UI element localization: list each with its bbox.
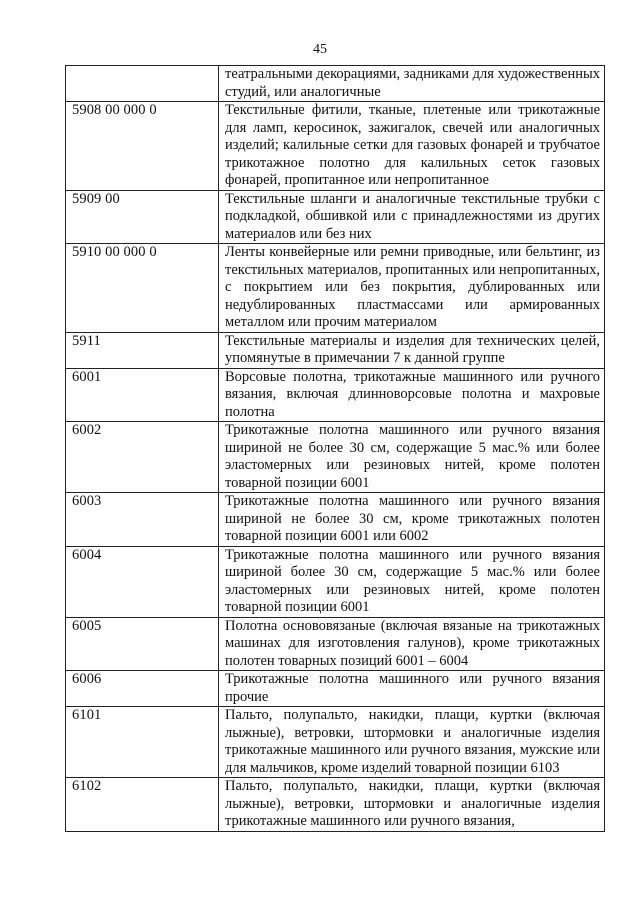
code-cell: 5911 — [66, 332, 219, 368]
description-cell: Ворсовые полотна, трикотажные машинного или ручного вязания, включая длинноворсовые полотна и махровые полотна — [219, 368, 605, 422]
table-row — [66, 493, 605, 547]
table-row — [66, 190, 605, 244]
table-row — [66, 546, 605, 617]
code-cell — [66, 66, 219, 102]
table-row — [66, 778, 605, 832]
commodity-code-table — [65, 65, 605, 832]
description-cell: Полотна основовязаные (включая вязаные на трикотажных машинах для изготовления галунов), кроме трикотажных полотен товарных позиций 6001 – 6004 — [219, 617, 605, 671]
table-row — [66, 617, 605, 671]
description-cell: театральными декорациями, задниками для художественных студий, или аналогичные — [219, 66, 605, 102]
description-cell: Трикотажные полотна машинного или ручного вязания шириной не более 30 см, кроме трикотажных полотен товарной позиции 6001 или 6002 — [219, 493, 605, 547]
code-cell: 5909 00 — [66, 190, 219, 244]
description-cell: Текстильные материалы и изделия для технических целей, упомянутые в примечании 7 к данной группе — [219, 332, 605, 368]
table-row — [66, 66, 605, 102]
table-row — [66, 102, 605, 191]
table-row — [66, 332, 605, 368]
code-cell: 5910 00 000 0 — [66, 244, 219, 333]
description-cell: Трикотажные полотна машинного или ручного вязания прочие — [219, 671, 605, 707]
code-cell: 6002 — [66, 422, 219, 493]
description-cell: Трикотажные полотна машинного или ручного вязания шириной более 30 см, содержащие 5 мас.% или более эластомерных или резиновых нитей, кроме полотен товарной позиции 6001 — [219, 546, 605, 617]
description-cell: Ленты конвейерные или ремни приводные, или бельтинг, из текстильных материалов, пропитанных или непропитанных, с покрытием или без покрытия, дублированных или недублированных пластмассами или армированных металлом или прочим материалом — [219, 244, 605, 333]
code-cell: 6001 — [66, 368, 219, 422]
description-cell: Трикотажные полотна машинного или ручного вязания шириной не более 30 см, содержащие 5 мас.% или более эластомерных или резиновых нитей, кроме полотен товарной позиции 6001 — [219, 422, 605, 493]
table-row — [66, 671, 605, 707]
table-row — [66, 244, 605, 333]
code-cell: 6004 — [66, 546, 219, 617]
table-body — [66, 66, 605, 832]
code-cell: 6102 — [66, 778, 219, 832]
description-cell: Пальто, полупальто, накидки, плащи, куртки (включая лыжные), ветровки, штормовки и аналогичные изделия трикотажные машинного или ручного вязания, мужские или для мальчиков, кроме изделий товарной позиции 6103 — [219, 707, 605, 778]
description-cell: Пальто, полупальто, накидки, плащи, куртки (включая лыжные), ветровки, штормовки и аналогичные изделия трикотажные машинного или ручного вязания, — [219, 778, 605, 832]
code-cell: 6005 — [66, 617, 219, 671]
table-row — [66, 707, 605, 778]
table-row — [66, 368, 605, 422]
description-cell: Текстильные фитили, тканые, плетеные или трикотажные для ламп, керосинок, зажигалок, свечей или аналогичных изделий; калильные сетки для газовых фонарей и трубчатое трикотажное полотно для калильных сеток газовых фонарей, пропитанное или непропитанное — [219, 102, 605, 191]
page-number: 45 — [313, 42, 327, 57]
code-cell: 6101 — [66, 707, 219, 778]
code-cell: 6006 — [66, 671, 219, 707]
code-cell: 5908 00 000 0 — [66, 102, 219, 191]
code-cell: 6003 — [66, 493, 219, 547]
description-cell: Текстильные шланги и аналогичные текстильные трубки с подкладкой, обшивкой или с принадлежностями из других материалов или без них — [219, 190, 605, 244]
table-row — [66, 422, 605, 493]
